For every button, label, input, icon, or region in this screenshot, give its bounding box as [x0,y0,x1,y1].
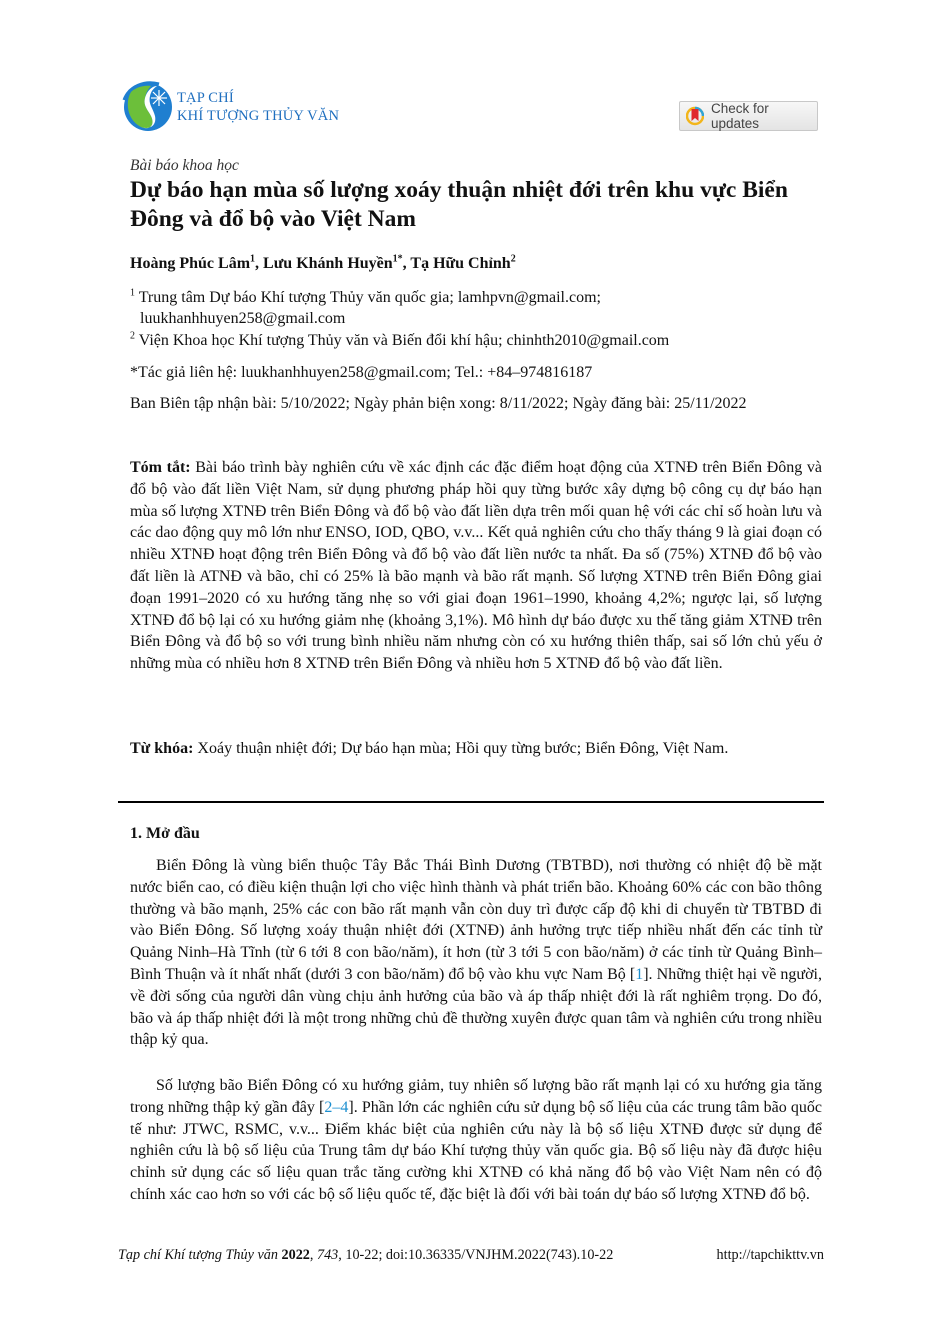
abstract-text: Bài báo trình bày nghiên cứu về xác định các đặc điểm hoạt động của XTNĐ trên Biển Đông và đổ bộ vào đất liền Việt Nam, sử dụng phương pháp hồi quy từng bước xây dựng bộ công cụ dự báo hạn mùa số lượng XTNĐ trên Biển Đông và đổ bộ vào đất liền dựa trên mối quan hệ với các chỉ số hoàn lưu và các dao động quy mô lớn như ENSO, IOD, QBO, v.v... Kết quả nghiên cứu cho thấy tháng 9 là giai đoạn có nhiều XTNĐ hoạt động trên Biển Đông và đổ bộ vào đất liền nước ta nhất. Đa số (75%) XTNĐ đổ bộ vào đất liền là ATNĐ và bão, chỉ có 25% là bão mạnh và bão rất mạnh. Số lượng XTNĐ trên Biển Đông giai đoạn 1991–2020 có xu hướng tăng nhẹ so với giai đoạn 1961–1990, khoảng 4,2%; ngược lại, số lượng XTNĐ đổ bộ lại có xu hướng giảm nhẹ (khoảng 3,1%). Mô hình dự báo được xu thế tăng giảm XTNĐ trên Biển Đông và đổ bộ so với trung bình nhiều năm nhưng còn có xu hướng thiên thấp, sai số lớn chủ yếu ở những mùa có nhiều hơn 8 XTNĐ trên Biển Đông và nhiều hơn 5 XTNĐ đổ bộ vào đất liền. [130,459,823,673]
footer-citation: Tạp chí Khí tượng Thủy văn 2022, 743, 10-22; doi:10.36335/VNJHM.2022(743).10-22 [118,1247,614,1263]
footer-issue: 743 [316,1247,339,1263]
logo-line-2: KHÍ TƯỢNG THỦY VĂN [177,108,340,124]
author-name: Lưu Khánh Huyền [263,255,393,272]
affiliation-mark: 2 [130,330,135,342]
affiliation-email[interactable]: luukhanhhuyen258@gmail.com [140,310,346,327]
section-divider [118,801,824,803]
paragraph-text: ]. Phần lớn các nghiên cứu sử dụng bộ số liệu của các trung tâm bão quốc tế như: JTWC, RSMC, v.v... Điểm khác biệt của nghiên cứu này là bộ số liệu XTNĐ được sử dụng để nghiên cứu là bộ số liệu của Trung tâm dự báo Khí tượng thủy văn quốc gia. Bộ số liệu này đã được hiệu chỉnh sử dụng các số liệu quan trắc tăng cường khi XTNĐ có khả năng đổ bộ vào Việt Nam nên có độ chính xác cao hơn so với các bộ số liệu quốc tế, đặc biệt là đối với bài toán dự báo số lượng XTNĐ đổ bộ. [130,1098,823,1203]
affiliation-text: Viện Khoa học Khí tượng Thủy văn và Biến đổi khí hậu; chinhth2010@gmail.com [138,332,670,349]
paragraph-text: ]. Những thiệt hại về người, về đời sống của người dân vùng chịu ảnh hưởng của bão và áp thấp nhiệt đới là rất nghiêm trọng. Do đó, bão và áp thấp nhiệt đới là một trong những chủ đề thường xuyên được quan tâm và nghiên cứu trong nhiều thập kỷ qua. [130,965,822,1049]
author-list: Hoàng Phúc Lâm$^1$, Lưu Khánh Huyền$^{1*}$, Tạ Hữu Chỉnh$^2$ [130,253,516,272]
section-heading: 1. Mở đầu [130,825,200,842]
keywords [130,738,822,760]
author-affiliation-mark: 1* [392,253,403,265]
check-for-updates-button[interactable] [679,101,818,131]
journal-logo[interactable] [121,80,339,134]
globe-logo-icon [121,80,175,134]
corresponding-author: *Tác giả liên hệ: luukhanhhuyen258@gmail.com; Tel.: +84–974816187 [130,364,593,381]
logo-line-1: TẠP CHÍ [177,90,234,106]
abstract-label: Tóm tắt: [130,459,191,476]
footer-year: 2022 [281,1247,310,1263]
body-paragraph-2 [130,1075,822,1206]
author-name: Hoàng Phúc Lâm [130,255,251,272]
page-footer [118,1247,824,1264]
paragraph-text: Biển Đông là vùng biển thuộc Tây Bắc Thái Bình Dương (TBTBD), nơi thường có nhiệt độ bề mặt nước biển cao, có điều kiện thuận lợi cho việc hình thành và phát triển bão. Khoảng 60% các con bão thông thường và bão mạnh, 25% các con bão rất mạnh vẫn còn duy trì được cấp độ khi di chuyển từ TBTBD đi vào Biển Đông. Số lượng xoáy thuận nhiệt đới (XTNĐ) ảnh hưởng trực tiếp nhiều nhất đến các tỉnh từ Quảng Ninh–Hà Tĩnh (từ 6 tới 8 con bão/năm), ít hơn (từ 3 tới 5 con bão/năm) ở các tỉnh từ Quảng Bình–Bình Thuận và ít nhất nhất (dưới 3 con bão/năm) đổ bộ vào khu vực Nam Bộ [ [130,857,822,983]
submission-dates: Ban Biên tập nhận bài: 5/10/2022; Ngày phản biện xong: 8/11/2022; Ngày đăng bài: 25/11/2022 [130,395,747,412]
affiliation-1 [130,287,601,329]
footer-journal-name: Tạp chí Khí tượng Thủy văn [118,1247,278,1263]
citation-link[interactable]: 1 [635,965,644,983]
keywords-label: Từ khóa: [130,740,194,757]
affiliation-2 [130,330,669,351]
abstract [130,457,822,675]
affiliation-mark: 1 [130,287,135,299]
article-title: Dự báo hạn mùa số lượng xoáy thuận nhiệt đới trên khu vực Biển Đông và đổ bộ vào Việt Nam [130,177,788,232]
citation-link[interactable]: 2–4 [324,1098,349,1116]
body-paragraph-1 [130,855,822,1051]
article-category: Bài báo khoa học [130,157,239,174]
check-for-updates-label: Check for updates [711,101,769,131]
author-affiliation-mark: 1 [250,253,256,265]
footer-doi: , 10-22; doi:10.36335/VNJHM.2022(743).10-22 [338,1247,614,1263]
paragraph-text: Số lượng bão Biển Đông có xu hướng giảm, tuy nhiên số lượng bão rất mạnh lại có xu hướng gia tăng trong những thập kỷ gần đây [ [130,1077,822,1116]
bookmark-icon [686,106,704,126]
affiliation-text: Trung tâm Dự báo Khí tượng Thủy văn quốc gia; lamhpvn@gmail.com; [138,289,601,306]
journal-logo-text [177,89,339,125]
keywords-text: Xoáy thuận nhiệt đới; Dự báo hạn mùa; Hồi quy từng bước; Biển Đông, Việt Nam. [197,740,729,757]
author-affiliation-mark: 2 [510,253,516,265]
footer-url-link[interactable]: http://tapchikttv.vn [716,1247,824,1263]
author-name: Tạ Hữu Chỉnh [410,255,511,272]
